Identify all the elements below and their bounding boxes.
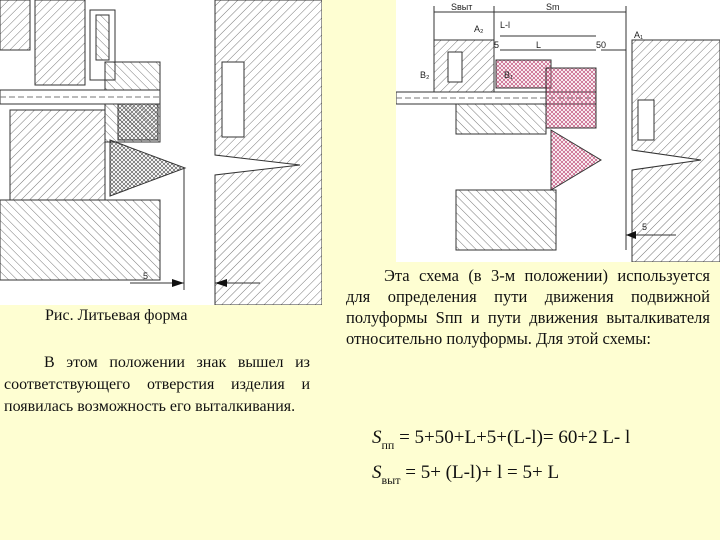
right-mold-drawing: [396, 0, 720, 262]
formula-s-pp-symbol: S: [372, 427, 382, 448]
label-s-out: Sвыт: [451, 2, 473, 12]
label-b2: B₂: [420, 70, 430, 80]
label-five-top: 5: [494, 40, 500, 50]
formulas-block: [372, 424, 717, 494]
formula-s-pp-expression: = 5+50+L+5+(L-l)= 60+2 L- l: [394, 427, 631, 448]
right-mold-svg: [396, 0, 720, 262]
label-a1: A₁: [634, 30, 644, 40]
formula-s-out-symbol: S: [372, 462, 382, 483]
left-figure-caption: Рис. Литьевая форма: [45, 307, 188, 324]
label-l-big: L: [536, 40, 542, 50]
label-l-minus-l: L-l: [500, 20, 511, 30]
right-figure-paragraph: Эта схема (в 3-м положении) используется для определения пути движения подвижной полуформы Sпп и пути движения выталкивателя относительно полуформы. Для этой схемы:: [346, 266, 710, 348]
formula-s-out-expression: = 5+ (L-l)+ l = 5+ L: [400, 462, 560, 483]
left-mold-drawing: [0, 0, 322, 305]
formula-s-pp: [372, 424, 717, 459]
label-b1: B₁: [504, 70, 514, 80]
label-a2: A₂: [474, 24, 484, 34]
left-dimension-label: 5: [143, 271, 149, 281]
label-s-m: Sm: [546, 2, 560, 12]
label-five-bottom: 5: [642, 222, 648, 232]
formula-s-out: [372, 459, 717, 494]
formula-s-out-subscript: выт: [381, 473, 401, 487]
left-figure-paragraph: В этом положении знак вышел из соответствующего отверстия изделия и появилась возможность его выталкивания.: [4, 354, 310, 415]
label-fifty: 50: [596, 40, 607, 50]
left-mold-svg: [0, 0, 322, 305]
formula-s-pp-subscript: пп: [381, 438, 395, 452]
